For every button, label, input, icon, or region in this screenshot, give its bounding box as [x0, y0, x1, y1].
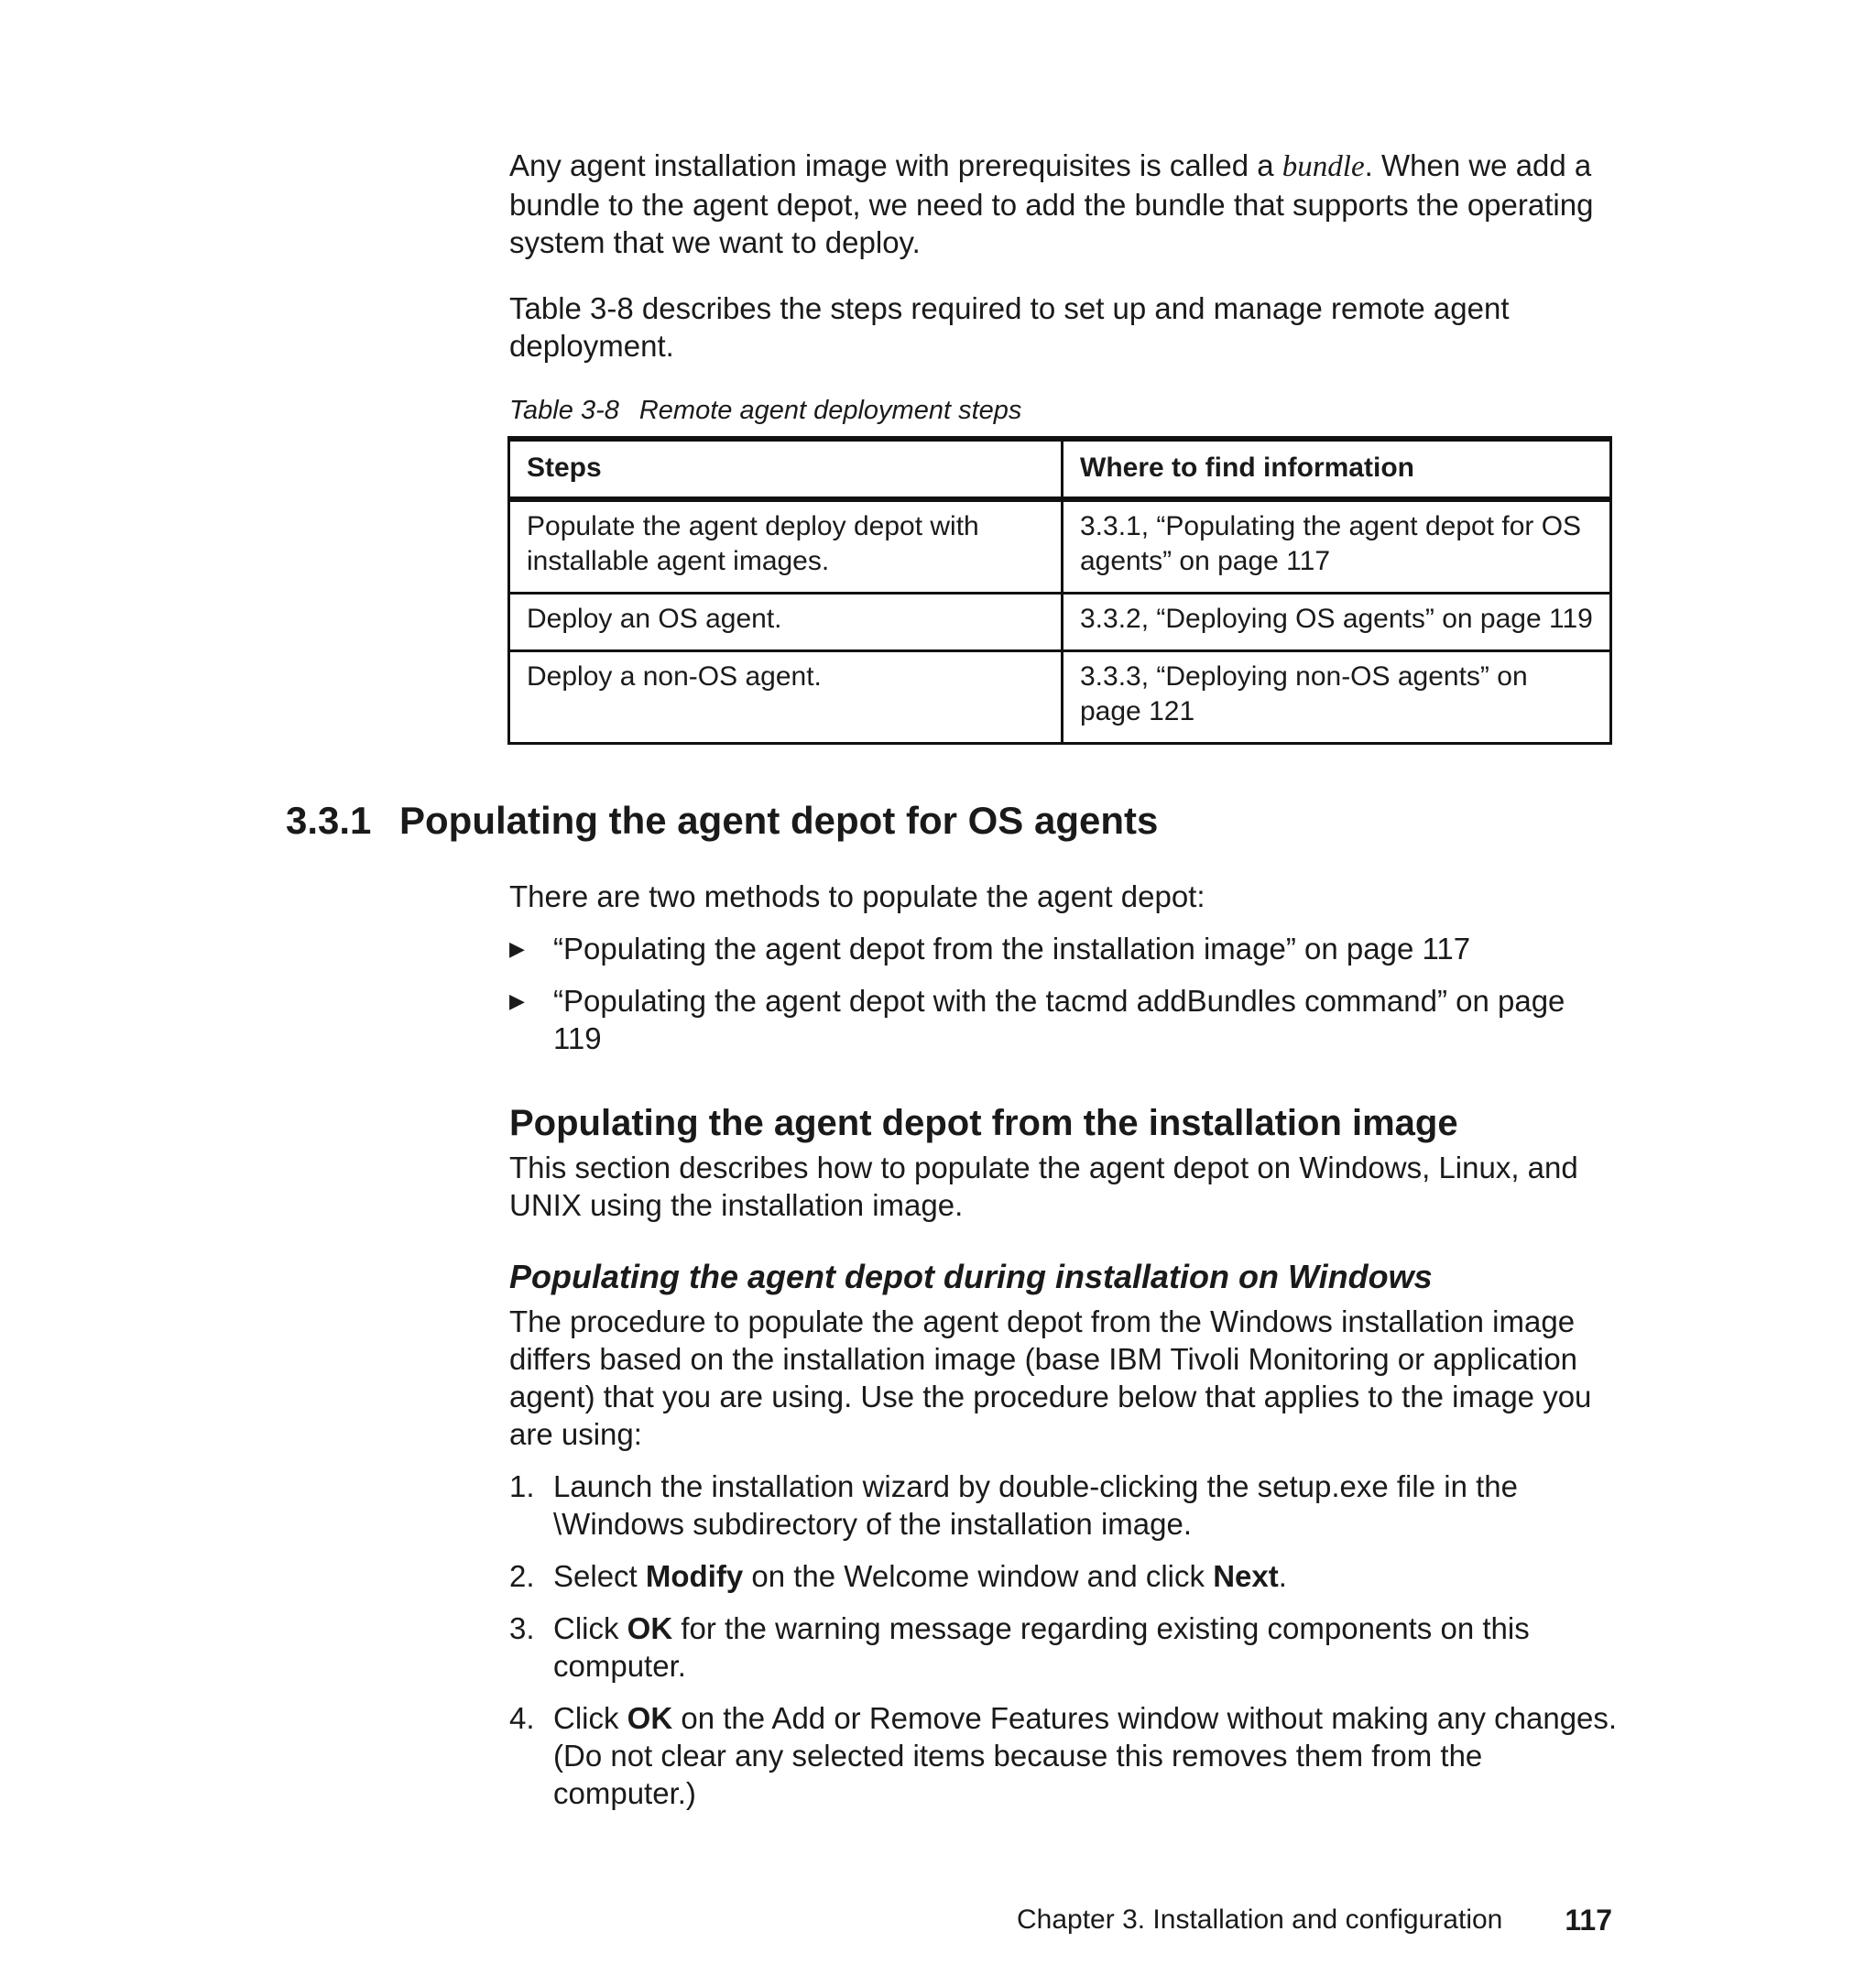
table-cell-reference: 3.3.1, “Populating the agent depot for OS agents” on page 117 [1063, 499, 1611, 594]
step-text: for the warning message regarding existing components on this computer. [553, 1611, 1530, 1683]
table-caption [509, 396, 1021, 426]
step-text: on the Welcome window and click [743, 1559, 1214, 1593]
section-number: 3.3.1 [286, 799, 372, 842]
step-text: Select [553, 1559, 646, 1593]
step-bold-term: Modify [645, 1559, 744, 1593]
bullet-triangle-icon: ▶ [509, 937, 525, 960]
page-number: 117 [1565, 1904, 1612, 1937]
table-cell-reference: 3.3.2, “Deploying OS agents” on page 119 [1063, 594, 1611, 651]
step-number: 4. [509, 1701, 535, 1735]
step-text: Launch the installation wizard by double-clicking the setup.exe file in the \Windows subdirectory of the installation image. [553, 1469, 1518, 1541]
section-title: Populating the agent depot for OS agents [399, 799, 1159, 842]
table-cell-step: Populate the agent deploy depot with installable agent images. [509, 499, 1063, 594]
list-item [509, 982, 1618, 1057]
procedure-steps-list [509, 1468, 1618, 1827]
step-bold-term: OK [627, 1701, 673, 1735]
list-item [509, 930, 1618, 967]
step-number: 3. [509, 1611, 535, 1645]
subsection-paragraph: This section describes how to populate the agent depot on Windows, Linux, and UNIX using the installation image. [509, 1151, 1578, 1222]
list-item [509, 1699, 1618, 1812]
step-bold-term: OK [627, 1611, 673, 1645]
step-number: 1. [509, 1469, 535, 1503]
list-item-text: “Populating the agent depot with the tacmd addBundles command” on page 119 [553, 984, 1565, 1055]
intro-paragraph [509, 147, 1618, 261]
step-text: Click [553, 1701, 627, 1735]
table-caption-label: Table 3-8 [509, 396, 619, 425]
deployment-steps-table [507, 436, 1612, 745]
list-item [509, 1610, 1618, 1685]
intro-text-after: . When we add a bundle to the agent depot, we need to add the bundle that supports the operating system that we want to deploy. [509, 148, 1594, 259]
table-reference-paragraph: Table 3-8 describes the steps required to set up and manage remote agent deployment. [509, 291, 1510, 363]
bullet-triangle-icon: ▶ [509, 989, 525, 1012]
table-cell-step: Deploy an OS agent. [509, 594, 1063, 651]
table-header-where: Where to find information [1063, 439, 1611, 499]
step-number: 2. [509, 1559, 535, 1593]
table-header-steps: Steps [509, 439, 1063, 499]
table-header-row [509, 439, 1611, 499]
table-caption-title: Remote agent deployment steps [638, 396, 1022, 425]
methods-intro-paragraph: There are two methods to populate the agent depot: [509, 879, 1205, 913]
list-item [509, 1557, 1618, 1595]
table-cell-step: Deploy a non-OS agent. [509, 651, 1063, 744]
table-cell-reference: 3.3.3, “Deploying non-OS agents” on page 121 [1063, 651, 1611, 744]
section-heading [286, 795, 1158, 846]
list-item-text: “Populating the agent depot from the installation image” on page 117 [553, 932, 1471, 966]
intro-text-before: Any agent installation image with prerequisites is called a [509, 148, 1282, 182]
step-text: on the Add or Remove Features window without making any changes. (Do not clear any selected items because this removes them from the computer.) [553, 1701, 1618, 1810]
step-text: Click [553, 1611, 627, 1645]
intro-term: bundle [1282, 150, 1365, 183]
table-row [509, 594, 1611, 651]
footer-chapter: Chapter 3. Installation and configuration [1017, 1904, 1503, 1935]
subsubsection-heading: Populating the agent depot during installation on Windows [509, 1258, 1433, 1295]
methods-list [509, 930, 1618, 1072]
step-bold-term: Next [1213, 1559, 1279, 1593]
table-row [509, 499, 1611, 594]
subsection-heading: Populating the agent depot from the installation image [509, 1103, 1458, 1143]
procedure-paragraph: The procedure to populate the agent depot from the Windows installation image differs based on the installation image (base IBM Tivoli Monitoring or application agent) that you are using. Use the procedure below that applies to the image you are using: [509, 1304, 1592, 1451]
list-item [509, 1468, 1618, 1543]
step-text: . [1278, 1559, 1287, 1593]
table-row [509, 651, 1611, 744]
